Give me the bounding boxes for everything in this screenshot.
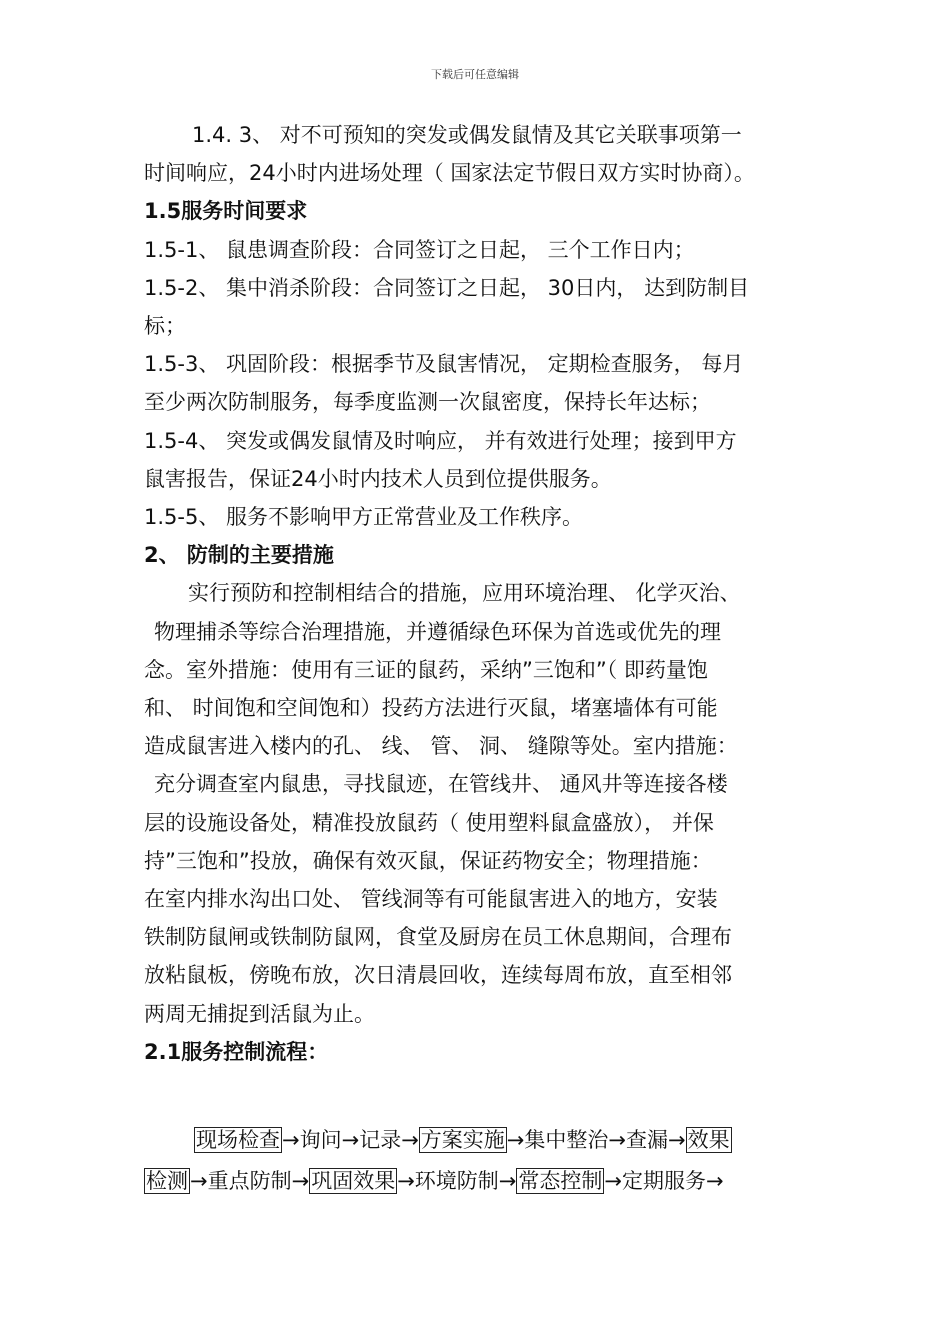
text-line: 层的设施设备处，精准投放鼠药（ 使用塑料鼠盒盛放）， 并保: [144, 810, 714, 835]
text-line: 时间响应，24小时内进场处理（ 国家法定节假日双方实时协商）。: [144, 161, 755, 186]
text-line: 1.5-3、 巩固阶段：根据季节及鼠害情况， 定期检查服务， 每月: [144, 352, 744, 377]
flow-step-box: 效果: [687, 1128, 730, 1152]
flow-step-box: 巩固效果: [311, 1169, 396, 1193]
text-line: 念。室外措施：使用有三证的鼠药，采纳”三饱和”（ 即药量饱: [144, 657, 708, 682]
text-line: 在室内排水沟出口处、 管线洞等有可能鼠害进入的地方，安装: [144, 887, 718, 911]
text-line: 1.5-5、 服务不影响甲方正常营业及工作秩序。: [144, 505, 584, 529]
text-line: 1.5-4、 突发或偶发鼠情及时响应， 并有效进行处理；接到甲方: [144, 428, 737, 453]
text-line: 1.5-1、 鼠患调查阶段：合同签订之日起， 三个工作日内；: [144, 237, 695, 262]
text-line: 放粘鼠板，傍晚布放，次日清晨回收，连续每周布放，直至相邻: [144, 963, 732, 988]
text-line: 鼠害报告，保证24小时内技术人员到位提供服务。: [144, 466, 612, 491]
text-line: 造成鼠害进入楼内的孔、 线、 管、 洞、 缝隙等处。室内措施：: [144, 734, 738, 759]
text-line: 1.4. 3、 对不可预知的突发或偶发鼠情及其它关联事项第一: [192, 123, 742, 147]
section-heading: 2、 防制的主要措施: [144, 543, 334, 568]
flow-step-box: 现场检查: [196, 1128, 280, 1152]
text-line: 物理捕杀等综合治理措施，并遵循绿色环保为首选或优先的理: [154, 619, 721, 644]
flow-line-2: [144, 1167, 824, 1195]
flow-arrow-text: →集中整治→查漏→: [506, 1128, 686, 1152]
flow-arrow-text: →定期服务→: [604, 1169, 724, 1193]
flow-arrow-text: →环境防制→: [397, 1169, 517, 1193]
text-line: 两周无捕捉到活鼠为止。: [144, 1001, 375, 1026]
text-line: 标；: [144, 314, 186, 338]
section-heading: 2.1服务控制流程：: [144, 1039, 329, 1064]
flow-line-1: [144, 1126, 874, 1154]
text-line: 持”三饱和”投放，确保有效灭鼠，保证药物安全；物理措施：: [144, 848, 712, 873]
flow-step-box: 常态控制: [518, 1169, 603, 1193]
text-line: 充分调查室内鼠患，寻找鼠迹，在管线井、 通风井等连接各楼: [154, 772, 728, 797]
text-line: 铁制防鼠闸或铁制防鼠网，食堂及厨房在员工休息期间，合理布: [144, 925, 732, 950]
text-line: 实行预防和控制相结合的措施，应用环境治理、 化学灭治、: [188, 581, 741, 606]
text-line: 和、 时间饱和空间饱和）投药方法进行灭鼠，堵塞墙体有可能: [144, 696, 718, 720]
flow-step-box: 方案实施: [420, 1128, 505, 1152]
flow-arrow-text: →询问→记录→: [282, 1128, 419, 1152]
text-line: 至少两次防制服务，每季度监测一次鼠密度，保持长年达标；: [144, 390, 711, 415]
flow-step-box: 检测: [146, 1169, 188, 1193]
section-heading: 1.5服务时间要求: [144, 199, 308, 224]
text-line: 1.5-2、 集中消杀阶段：合同签订之日起， 30日内， 达到防制目: [144, 275, 750, 300]
header-note: 下载后可任意编辑: [431, 68, 519, 81]
flow-arrow-text: →重点防制→: [190, 1169, 310, 1193]
